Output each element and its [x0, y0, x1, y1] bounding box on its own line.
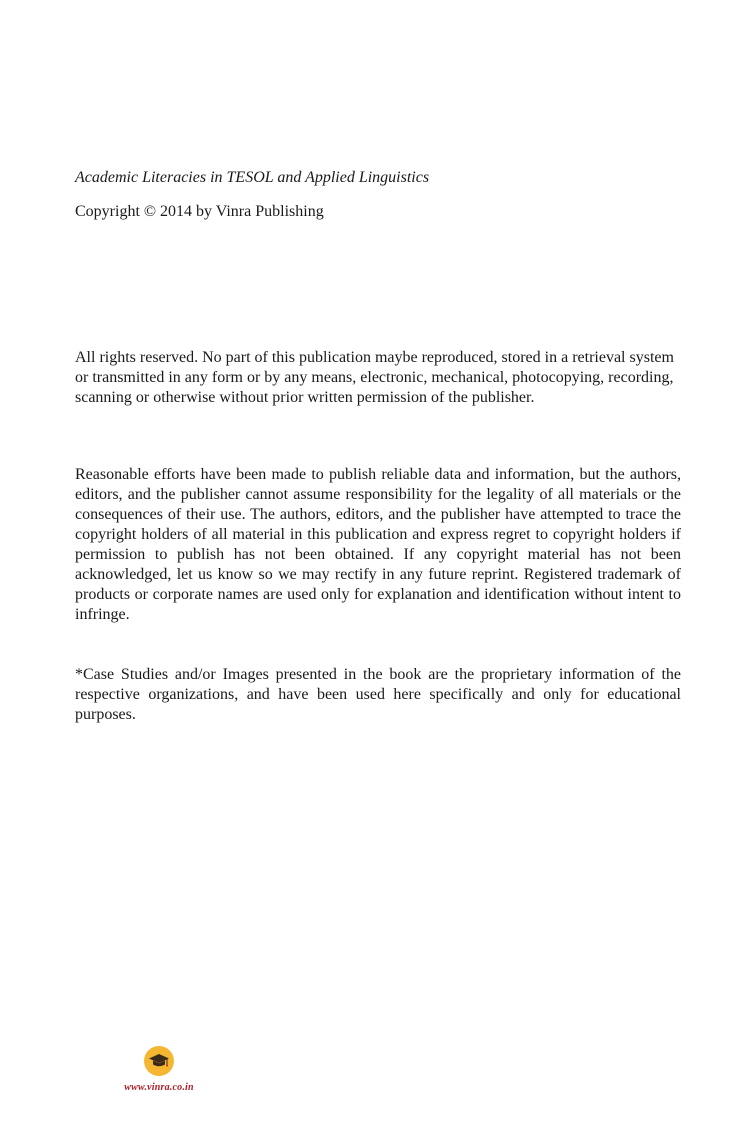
- publisher-logo: [118, 1046, 200, 1096]
- rights-paragraph: All rights reserved. No part of this publication maybe reproduced, stored in a retrieval system or transmitted in any form or by any means, electronic, mechanical, photocopying, recording, scanning or otherwise without prior written permission of the publisher.: [75, 349, 674, 406]
- disclaimer-paragraph: Reasonable efforts have been made to publish reliable data and information, but the authors, editors, and the publisher cannot assume responsibility for the legality of all materials or the consequences of their use. The authors, editors, and the publisher have attempted to trace the copyright holders of all material in this publication and express regret to copyright holders if permission to publish has not been obtained. If any copyright material has not been acknowledged, let us know so we may rectify in any future reprint. Registered trademark of products or corporate names are used only for explanation and identification without intent to infringe.: [75, 466, 681, 623]
- graduation-cap-icon: [144, 1046, 174, 1076]
- case-studies-paragraph: *Case Studies and/or Images presented in the book are the proprietary information of the respective organizations, and have been used here specifically and only for educational purposes.: [75, 666, 681, 723]
- book-title: Academic Literacies in TESOL and Applied Linguistics: [75, 169, 430, 186]
- publisher-website: www.vinra.co.in: [124, 1082, 194, 1093]
- copyright-line: Copyright © 2014 by Vinra Publishing: [75, 203, 324, 220]
